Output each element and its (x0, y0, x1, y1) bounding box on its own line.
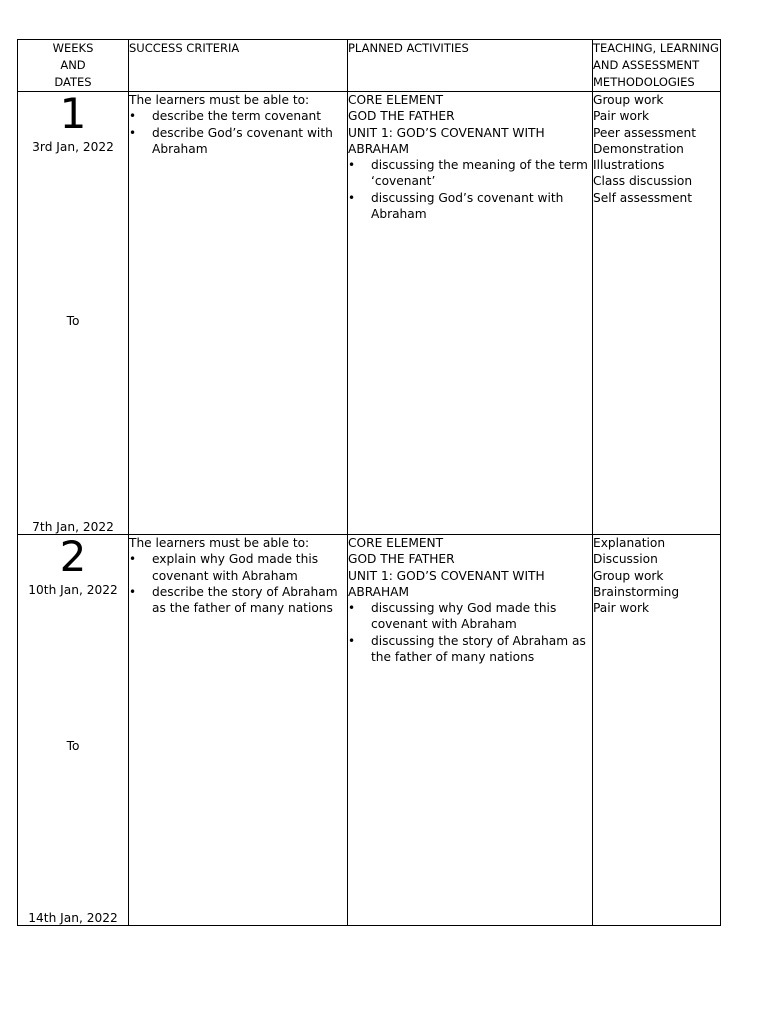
activity-item: • discussing the story of Abraham as the father of many nations (348, 633, 592, 666)
activities-list (348, 600, 592, 665)
planned-activities-cell (348, 535, 593, 926)
planned-activities-cell (348, 92, 593, 535)
methodology-item: Class discussion (593, 174, 693, 189)
core-element: CORE ELEMENT (348, 93, 444, 107)
activities-list (348, 157, 592, 222)
unit-title: UNIT 1: GOD’S COVENANT WITH ABRAHAM (348, 568, 545, 599)
criteria-item: • describe God’s covenant with Abraham (129, 125, 347, 158)
date-from: 3rd Jan, 2022 (32, 140, 114, 154)
methodologies-cell (593, 535, 721, 926)
week-number: 2 (59, 532, 87, 581)
methodologies-cell (593, 92, 721, 535)
to-label: To (66, 739, 80, 753)
week-number: 1 (59, 89, 87, 138)
header-planned-activities: PLANNED ACTIVITIES (348, 40, 593, 92)
criteria-list (129, 108, 347, 157)
strand-title: GOD THE FATHER (348, 109, 455, 124)
success-criteria-cell (129, 92, 348, 535)
header-weeks-dates: WEEKS AND DATES (18, 40, 129, 92)
week-dates-cell (18, 532, 129, 926)
methodology-item: Self assessment (593, 190, 693, 205)
header-row (18, 40, 721, 92)
methodology-item: Group work (593, 93, 664, 107)
methodology-item: Group work (593, 568, 664, 583)
week-dates-cell (18, 89, 129, 535)
activity-item: • discussing why God made this covenant with Abraham (348, 600, 592, 633)
methodology-item: Illustrations (593, 158, 665, 173)
date-to: 7th Jan, 2022 (32, 519, 114, 534)
criteria-intro: The learners must be able to: (129, 536, 310, 550)
scheme-of-work-table (17, 39, 721, 926)
methodology-item: Demonstration (593, 141, 684, 156)
methodology-item: Discussion (593, 552, 658, 567)
to-label: To (66, 314, 80, 328)
methodology-item: Explanation (593, 536, 666, 550)
header-methodologies: TEACHING, LEARNING AND ASSESSMENT METHODOLOGIES (593, 40, 721, 92)
date-from: 10th Jan, 2022 (28, 583, 118, 597)
methodology-item: Pair work (593, 109, 650, 124)
activity-item: • discussing the meaning of the term ‘covenant’ (348, 157, 592, 190)
header-success-criteria: SUCCESS CRITERIA (129, 40, 348, 92)
methodology-item: Pair work (593, 601, 650, 616)
week-row (18, 535, 721, 926)
criteria-list (129, 551, 347, 616)
activity-item: • discussing God’s covenant with Abraham (348, 190, 592, 223)
core-element: CORE ELEMENT (348, 536, 444, 550)
success-criteria-cell (129, 535, 348, 926)
methodology-item: Brainstorming (593, 584, 680, 599)
criteria-item: • describe the term covenant (129, 108, 347, 124)
date-to: 14th Jan, 2022 (28, 910, 118, 925)
criteria-intro: The learners must be able to: (129, 93, 310, 107)
week-row (18, 92, 721, 535)
criteria-item: • explain why God made this covenant with Abraham (129, 551, 347, 584)
criteria-item: • describe the story of Abraham as the father of many nations (129, 584, 347, 617)
methodology-item: Peer assessment (593, 125, 697, 140)
strand-title: GOD THE FATHER (348, 552, 455, 567)
unit-title: UNIT 1: GOD’S COVENANT WITH ABRAHAM (348, 125, 545, 156)
